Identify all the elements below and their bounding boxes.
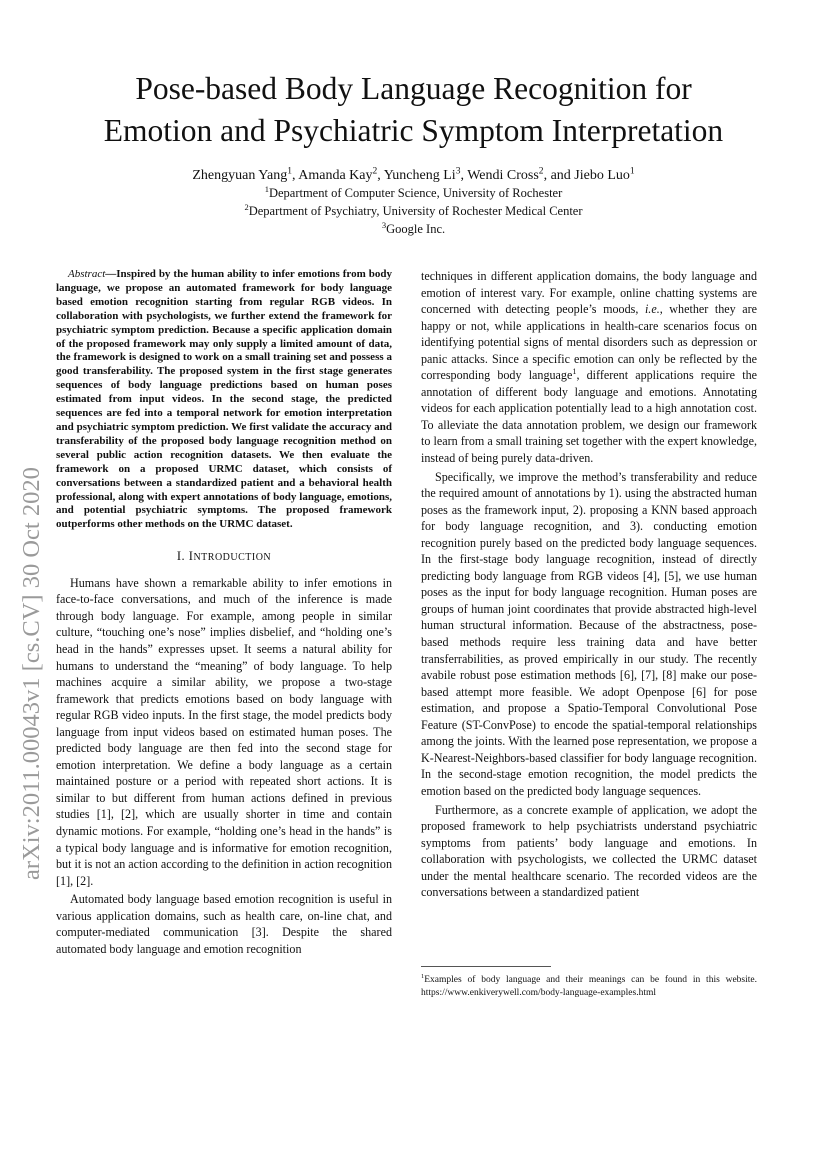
section-title-initial: I bbox=[188, 549, 194, 564]
affiliation-mark: 2 bbox=[244, 201, 249, 212]
author-name: Yuncheng Li bbox=[383, 168, 456, 183]
title-line-2: Emotion and Psychiatric Symptom Interpretation bbox=[103, 113, 724, 148]
affiliation-3 bbox=[40, 220, 787, 238]
affiliation-1 bbox=[40, 184, 787, 202]
author-name: Wendi Cross bbox=[467, 168, 539, 183]
affiliation-text: Department of Psychiatry, University of Rochester Medical Center bbox=[248, 204, 583, 218]
section-heading-introduction bbox=[56, 548, 392, 567]
paragraph-text-italic: i.e. bbox=[644, 302, 660, 317]
affiliation-mark: 3 bbox=[381, 219, 387, 230]
title-line-1: Pose-based Body Language Recognition for bbox=[135, 71, 692, 106]
right-column bbox=[421, 268, 757, 903]
section-title-rest: NTRODUCTION bbox=[193, 552, 272, 564]
author-name: and Jiebo Luo bbox=[550, 168, 630, 183]
affiliation-text: Google Inc. bbox=[386, 222, 446, 236]
footnote-text: Examples of body language and their meanings can be found in this website. https://www.enkiverywell.com/body-language-examples.html bbox=[421, 975, 757, 998]
footnote-mark: 1 bbox=[572, 367, 577, 377]
left-column bbox=[56, 268, 392, 959]
affiliation-2 bbox=[40, 202, 787, 220]
intro-paragraph-1: Humans have shown a remarkable ability to infer emotions in face-to-face conversations, and much of the inference is made through body language. For example, among people in similar culture, “touching one’s nose” implies disbelief, and “holding one’s head in the hands” expresses upset. It seems a natural ability for humans to understand the “meaning” of body language. To help machines acquire a similar ability, we propose a two-stage framework that predicts emotions based on body language with regular RGB video inputs. In the first stage, the model predicts body language from input videos based on estimated human poses. The predicted body language are then fed into the second stage for emotion interpretation. We define a body language as a certain maintained posture or a period with repeated short actions. It is similar to but different from human actions defined in previous studies [1], [2], which are usually shorter in time and contain dynamic motions. For example, “holding one’s head in the hands” is a typical body language and is informative for emotion recognition, but it is not an action according to the definition in action recognition [1], [2]. bbox=[56, 575, 392, 888]
paragraph-text: , whether they are happy or not, while applications in health-care scenarios focus on identifying potential signs of mental disorders such as depression or panic attacks. Since a specific emotion can only be reflected by the corresponding body language bbox=[421, 302, 757, 383]
author-name: Zhengyuan Yang bbox=[192, 168, 288, 183]
author-list: Zhengyuan Yang$^1$, Amanda Kay$^2$, Yuncheng Li$^3$, Wendi Cross$^2$, and Jiebo Luo$^1$ bbox=[192, 166, 635, 183]
paper-title bbox=[40, 68, 787, 152]
abstract-label: Abstract bbox=[68, 268, 106, 280]
author-name: Amanda Kay bbox=[298, 168, 373, 183]
author-affiliation-mark: 2 bbox=[538, 166, 544, 177]
author-affiliation-mark: 2 bbox=[372, 166, 378, 177]
intro-paragraph-3: Specifically, we improve the method’s transferability and reduce the required amount of annotations by 1). using the abstracted human poses as the framework input, 2). proposing a KNN based approach for body language recognition, and 3). conducting emotion recognition purely based on the predicted body language sequences. In the first-stage body language recognition, instead of directly predicting body language from RGB videos [4], [5], we use human poses as the input for body language recognition. Human poses are groups of human joint coordinates that provide abstracted high-level human structural information. Because of the abstractness, pose-based methods require less training data and have better transferrabilities, as proved empirically in our study. The recently avabile robust pose estimation methods [6], [7], [8] make our pose-based attempt more feasible. We adopt Openpose [6] for pose estimation, and propose a Spatio-Temporal Convolutional Pose Feature (ST-ConvPose) to encode the spatial-temporal relationships among the joints. With the learned pose representation, we propose a K-Nearest-Neighbors-based classifier for body language recognition. In the second-stage emotion recognition, the model predicts the emotion based on the predicted body language sequences. bbox=[421, 469, 757, 798]
abstract-text: —Inspired by the human ability to infer emotions from body language, we propose an automated framework for body language based emotion recognition starting from regular RGB videos. In collaboration with psychologists, we further extend the framework for psychiatric symptom prediction. Because a specific application domain of the proposed framework may only supply a limited amount of data, the framework is designed to work on a small training set and possess a good transferability. The proposed system in the first stage generates sequences of body language predictions based on human poses estimated from input videos. In the second stage, the predicted sequences are fed into a temporal network for emotion interpretation and psychiatric symptom prediction. We first validate the accuracy and transferability of the proposed body language recognition method on several public action recognition datasets. We then evaluate the framework on a proposed URMC dataset, which consists of conversations between a standardized patient and a behavioral health professional, along with expert annotations of body language, emotions, and potential psychiatric symptoms. The proposed framework outperforms other methods on the URMC dataset. bbox=[56, 268, 392, 531]
author-affiliation-mark: 1 bbox=[287, 166, 292, 177]
author-affiliation-mark: 3 bbox=[455, 166, 461, 177]
affiliation-mark: 1 bbox=[264, 183, 269, 194]
abstract bbox=[56, 268, 392, 532]
footnote-rule bbox=[421, 966, 551, 967]
arxiv-side-label: arXiv:2011.00043v1 [cs.CV] 30 Oct 2020 bbox=[18, 467, 45, 880]
section-number: I. bbox=[176, 549, 186, 564]
intro-paragraph-4: Furthermore, as a concrete example of application, we adopt the proposed framework to help psychiatrists understand psychiatric symptoms from patients’ body language and emotions. In collaboration with psychologists, we collected the URMC dataset under the mental healthcare scenario. The recorded videos are the conversations between a standardized patient bbox=[421, 802, 757, 900]
paragraph-text: , different applications require the annotation of different body language and emotions. Annotating videos for each application potentially lead to a high annotation cost. To alleviate the data annotation problem, we design our framework to learn from a small training set together with the expert knowledge, instead of being purely data-driven. bbox=[421, 368, 757, 466]
affiliation-text: Department of Computer Science, University of Rochester bbox=[268, 186, 563, 200]
footnote-number: 1 bbox=[421, 972, 425, 980]
intro-paragraph-2: Automated body language based emotion recognition is useful in various application domains, such as health care, on-line chat, and computer-mediated communication [3]. Despite the shared automated body language and emotion recognition bbox=[56, 892, 392, 956]
footnote bbox=[421, 974, 757, 1000]
intro-paragraph-continued bbox=[421, 268, 757, 467]
paragraph-text: techniques in different application domains, the body language and emotion of interest vary. For example, online chatting systems are concerned with detecting people’s moods, bbox=[421, 269, 757, 317]
author-affiliation-mark: 1 bbox=[629, 166, 635, 177]
